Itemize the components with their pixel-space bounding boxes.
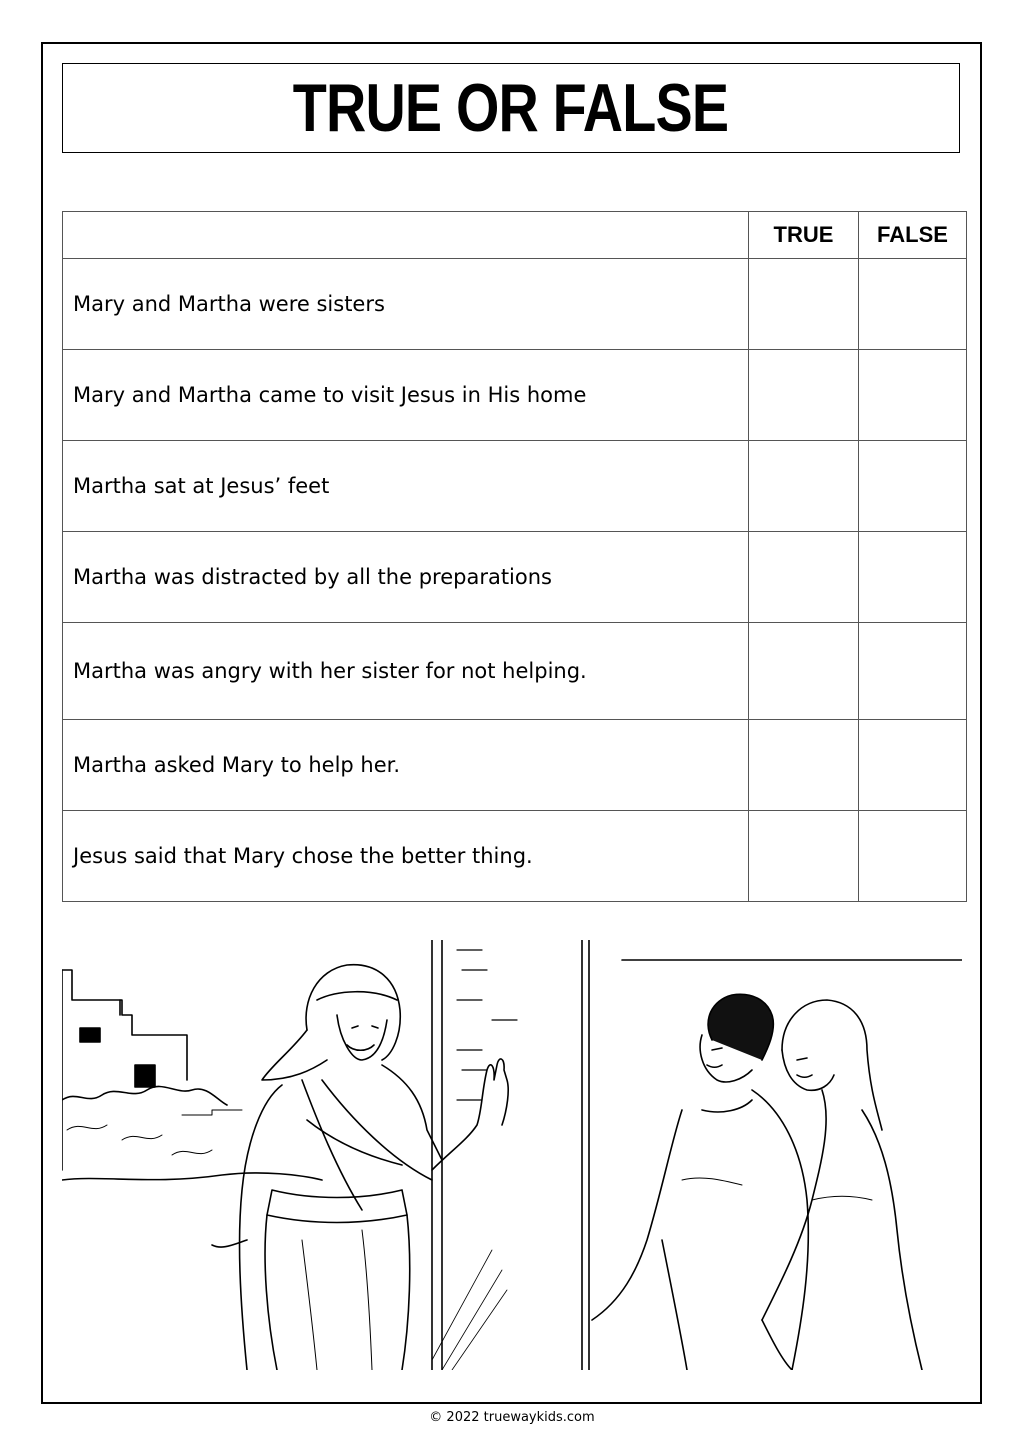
false-answer-cell[interactable] (859, 532, 967, 623)
coloring-illustration (62, 940, 962, 1370)
false-answer-cell[interactable] (859, 811, 967, 902)
page-title: TRUE OR FALSE (293, 70, 729, 146)
true-header: TRUE (749, 212, 859, 259)
table-header-row (63, 212, 967, 259)
mary-and-martha-illustration (582, 940, 962, 1370)
title-box (62, 63, 960, 153)
false-answer-cell[interactable] (859, 623, 967, 720)
true-answer-cell[interactable] (749, 259, 859, 350)
statement-cell: Jesus said that Mary chose the better thing. (63, 811, 749, 902)
table-row (63, 350, 967, 441)
false-answer-cell[interactable] (859, 350, 967, 441)
statement-cell: Martha was angry with her sister for not helping. (63, 623, 749, 720)
statement-cell: Martha was distracted by all the preparations (63, 532, 749, 623)
table-row (63, 441, 967, 532)
false-answer-cell[interactable] (859, 720, 967, 811)
jesus-at-doorway-illustration (62, 940, 517, 1370)
true-false-table (62, 211, 967, 902)
footer-copyright: © 2022 truewaykids.com (429, 1410, 595, 1425)
true-answer-cell[interactable] (749, 532, 859, 623)
table-row (63, 532, 967, 623)
table-row (63, 623, 967, 720)
table-row (63, 720, 967, 811)
true-answer-cell[interactable] (749, 720, 859, 811)
statement-cell: Mary and Martha came to visit Jesus in His home (63, 350, 749, 441)
table-row (63, 811, 967, 902)
statement-cell: Martha asked Mary to help her. (63, 720, 749, 811)
true-answer-cell[interactable] (749, 811, 859, 902)
true-answer-cell[interactable] (749, 623, 859, 720)
true-answer-cell[interactable] (749, 441, 859, 532)
false-header: FALSE (859, 212, 967, 259)
table-row (63, 259, 967, 350)
false-answer-cell[interactable] (859, 259, 967, 350)
false-answer-cell[interactable] (859, 441, 967, 532)
statement-cell: Martha sat at Jesus’ feet (63, 441, 749, 532)
true-answer-cell[interactable] (749, 350, 859, 441)
statement-cell: Mary and Martha were sisters (63, 259, 749, 350)
statement-header (63, 212, 749, 259)
